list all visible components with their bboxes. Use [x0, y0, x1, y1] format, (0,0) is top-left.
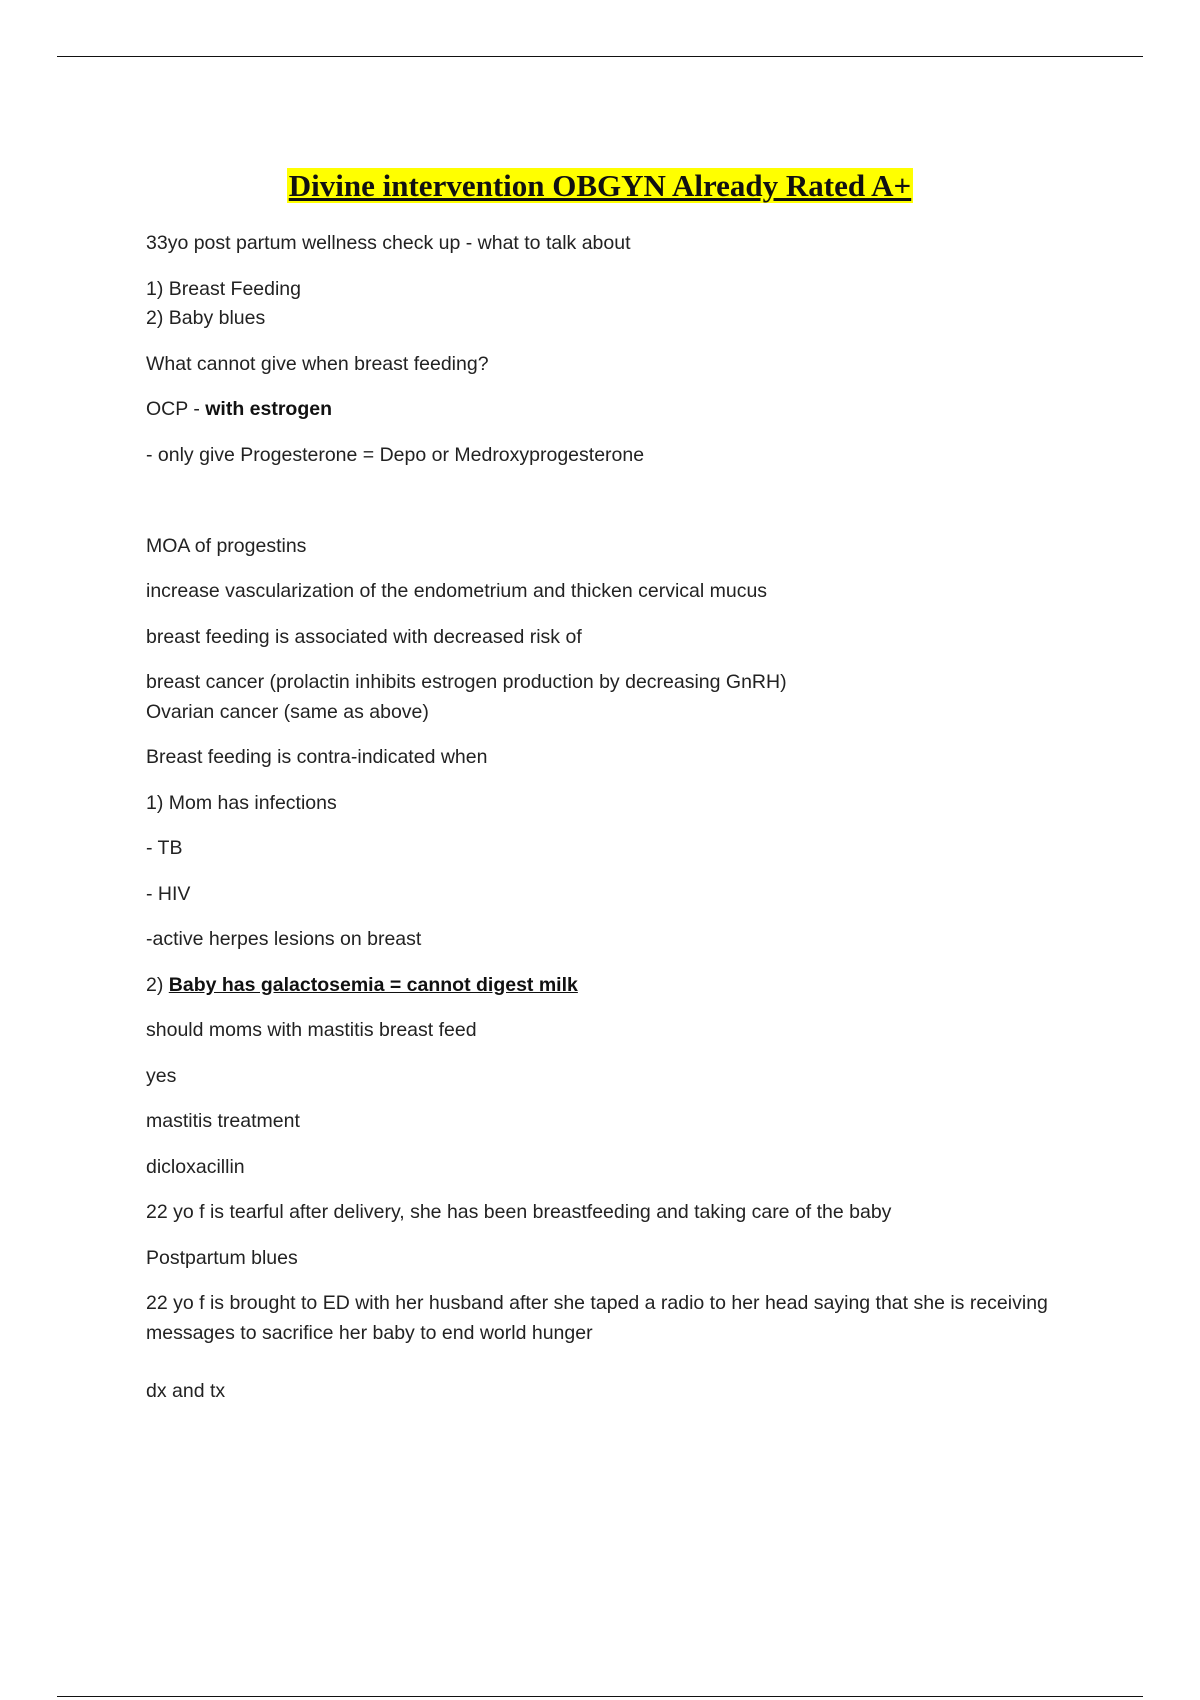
- text-line: dx and tx: [146, 1380, 226, 1402]
- text-line: messages to sacrifice her baby to end world hunger: [146, 1322, 593, 1344]
- footer-rule: [57, 1696, 1143, 1697]
- text-line: 33yo post partum wellness check up - what to talk about: [146, 232, 631, 254]
- text-line: dicloxacillin: [146, 1156, 245, 1178]
- text-line: - HIV: [146, 883, 191, 905]
- text-line: 2) Baby blues: [146, 307, 266, 329]
- text-line: [146, 396, 332, 422]
- text-line: breast cancer (prolactin inhibits estrogen production by decreasing GnRH): [146, 671, 787, 693]
- text-line: mastitis treatment: [146, 1110, 300, 1132]
- text-line: MOA of progestins: [146, 535, 307, 557]
- document-title: Divine intervention OBGYN Already Rated A+: [288, 168, 912, 203]
- text-line: What cannot give when breast feeding?: [146, 353, 489, 375]
- bold-text: with estrogen: [205, 398, 332, 420]
- text-line: yes: [146, 1065, 177, 1087]
- title-container: [0, 167, 1200, 205]
- text-line: 1) Mom has infections: [146, 792, 337, 814]
- text-line: Postpartum blues: [146, 1247, 298, 1269]
- text-line: - TB: [146, 837, 183, 859]
- text-segment: OCP -: [146, 398, 206, 420]
- text-line: increase vascularization of the endometrium and thicken cervical mucus: [146, 580, 768, 602]
- text-line: 22 yo f is brought to ED with her husband after she taped a radio to her head saying that she is receiving: [146, 1292, 1048, 1314]
- text-line: Ovarian cancer (same as above): [146, 701, 429, 723]
- text-line: -active herpes lesions on breast: [146, 928, 422, 950]
- text-segment: 2): [146, 974, 169, 996]
- text-line: should moms with mastitis breast feed: [146, 1019, 477, 1041]
- bold-underlined-text: Baby has galactosemia = cannot digest milk: [168, 974, 578, 996]
- text-line: 1) Breast Feeding: [146, 278, 302, 300]
- text-line: [146, 972, 578, 998]
- text-line: 22 yo f is tearful after delivery, she has been breastfeeding and taking care of the baby: [146, 1201, 892, 1223]
- header-rule: [57, 56, 1143, 57]
- text-line: - only give Progesterone = Depo or Medroxyprogesterone: [146, 444, 645, 466]
- text-line: breast feeding is associated with decreased risk of: [146, 626, 582, 648]
- text-line: Breast feeding is contra-indicated when: [146, 746, 488, 768]
